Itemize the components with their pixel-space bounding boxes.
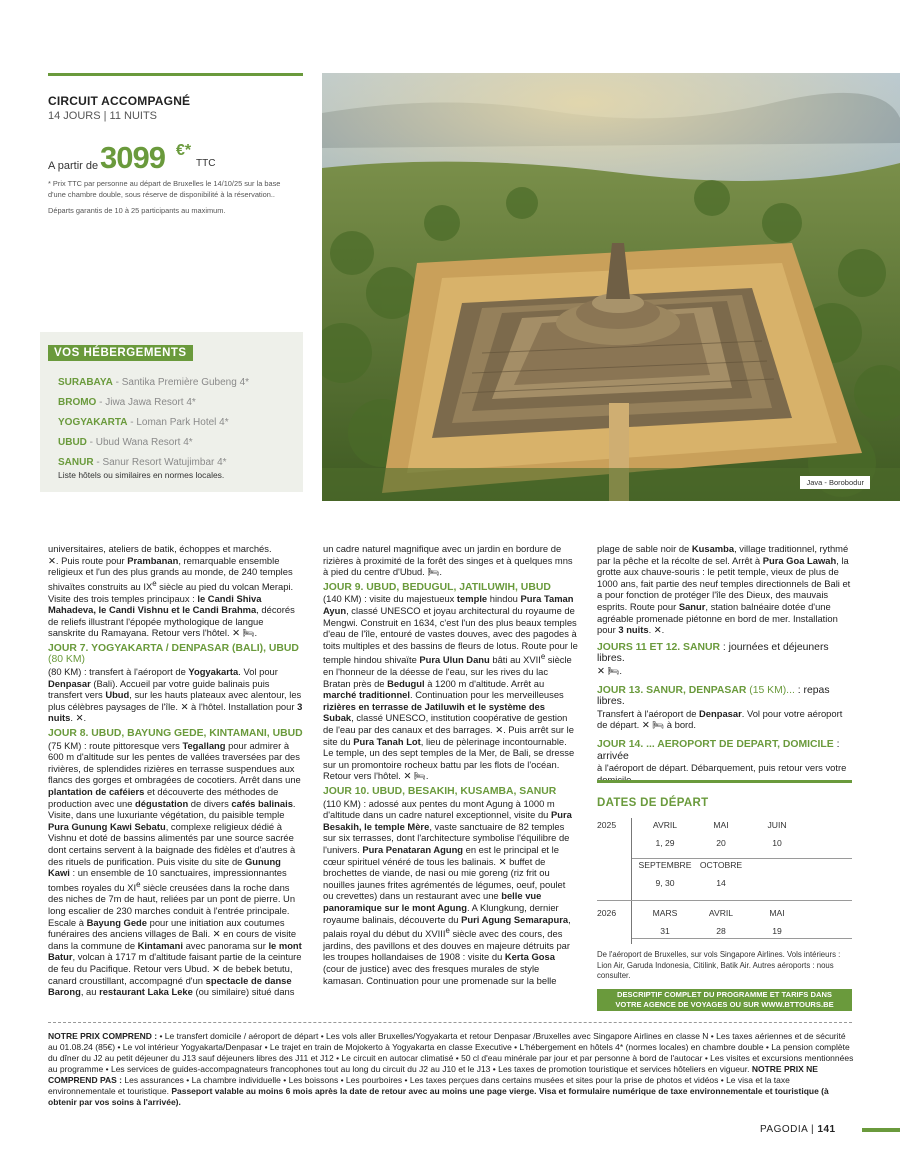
itinerary-paragraph: (80 KM) : transfert à l'aéroport de Yogyakarta. Vol pour Denpasar (Bali). Accueil par votre guide balinais puis transfert vers Ubud, sur les hauts plateaux avec alentour, les plus célèbres paysages de l'île. ✕ à l'hôtel. Installation pour 3 nuits. ✕.	[48, 666, 303, 724]
circuit-duration: 14 JOURS | 11 NUITS	[48, 110, 158, 122]
departures-guarantee: Départs garantis de 10 à 25 participants au maximum.	[48, 206, 226, 215]
banner-line: DESCRIPTIF COMPLET DU PROGRAMME ET TARIFS DANS	[616, 990, 833, 999]
date-cell: 10	[772, 838, 782, 848]
photo-caption: Java - Borobodur	[800, 476, 870, 489]
date-cell: 19	[772, 926, 782, 936]
lodging-place: BROMO	[58, 397, 97, 408]
itinerary-paragraph: ✕ 🛏.	[597, 664, 622, 676]
lodging-hotel: - Sanur Resort Watujimbar 4*	[93, 457, 227, 468]
lodging-hotel: - Ubud Wana Resort 4*	[86, 437, 193, 448]
departures-table	[597, 818, 852, 944]
month-label: OCTOBRE	[699, 860, 743, 870]
publication-name: PAGODIA |	[760, 1124, 815, 1135]
lodging-place: YOGYAKARTA	[58, 417, 128, 428]
month-label: AVRIL	[652, 820, 678, 830]
lodging-list	[58, 373, 298, 473]
day-heading: JOUR 7. YOGYAKARTA / DENPASAR (BALI), UBUD (80 KM)	[48, 642, 299, 666]
lodging-place: SURABAYA	[58, 377, 113, 388]
circuit-title: CIRCUIT ACCOMPAGNÉ	[48, 94, 191, 108]
month-label: MAI	[713, 820, 729, 830]
hero-photo-borobudur	[322, 73, 900, 501]
itinerary-paragraph: Transfert à l'aéroport de Denpasar. Vol pour votre aéroport de départ. ✕ 🛏 à bord.	[597, 707, 843, 731]
itinerary-column-3	[597, 543, 852, 785]
date-cell: 1, 29	[655, 838, 675, 848]
departures-title: DATES DE DÉPART	[597, 797, 709, 809]
month-label: AVRIL	[708, 908, 734, 918]
year-label: 2026	[597, 908, 617, 918]
price-ttc: TTC	[196, 158, 216, 169]
page-number-value: 141	[817, 1124, 836, 1135]
page-accent-bar	[862, 1128, 900, 1132]
price-block	[48, 140, 303, 180]
table-row	[597, 838, 852, 856]
row-divider	[632, 938, 852, 939]
day-heading: JOURS 11 ET 12. SANUR : journées et déjeuners libres.	[597, 641, 829, 665]
date-cell: 9, 30	[655, 878, 675, 888]
date-cell: 20	[716, 838, 726, 848]
lodging-item	[58, 433, 298, 453]
lodging-item	[58, 373, 298, 393]
lodging-title: VOS HÉBERGEMENTS	[48, 345, 193, 361]
departures-footnote: De l'aéroport de Bruxelles, sur vols Singapore Airlines. Vols intérieurs : Lion Air, Garuda Indonesia, Citilink, Batik Air. Autres aéroports : nous consulter.	[597, 950, 841, 980]
month-label: MARS	[652, 908, 678, 918]
table-row	[597, 860, 852, 878]
top-rule	[48, 73, 303, 76]
page-number	[760, 1124, 836, 1135]
itinerary-paragraph: (75 KM) : route pittoresque vers Tegallang pour admirer à 600 m d'altitude sur les pentes de vallées traversées par des rivières, de splendides rizières en terrasse suspendues aux flancs des gorges et ombragées de cocotiers. Arrêt dans une plantation de caféiers et découverte des méthodes de production avec une dégustation de divers cafés balinais. Visite, dans une luxuriante végétation, du paisible temple Pura Gunung Kawi Sebatu, complexe religieux dédié à Vishnu et doté de bassins alimentés par une source sacrée dont certains servent à la baignade des fidèles et d'autres à des rituels de purification. Puis visite du site de Gunung Kawi : un ensemble de 10 sanctuaires, impressionnantes tombes royales du XIe siècle creusées dans la roche dans des niches de 7m de haut, reliées par un pont de pierre. Un long escalier de 230 marches conduit à l'entrée principale. Escale à Bayung Gede pour une initiation aux coutumes funéraires des anciens villages de Bali. ✕ en cours de visite dans la commune de Kintamani avec panorama sur le mont Batur, volcan à 1717 m d'altitude faisant partie de la ceinture de feu du Pacifique. Retour vers Ubud. ✕ de bebek betutu, canard croustillant, accompagné d'un spectacle de danse Barong, au restaurant Laka Leke (ou similaire) situé dans	[48, 739, 302, 998]
lodging-hotel: - Loman Park Hotel 4*	[127, 417, 229, 428]
day-heading: JOUR 8. UBUD, BAYUNG GEDE, KINTAMANI, UBUD	[48, 728, 303, 740]
lodging-place: SANUR	[58, 457, 94, 468]
banner-line: VOTRE AGENCE DE VOYAGES OU SUR WWW.BTTOURS.BE	[615, 1000, 834, 1009]
year-divider	[597, 900, 852, 901]
year-label: 2025	[597, 820, 617, 830]
departures-rule	[597, 780, 852, 783]
date-cell: 14	[716, 878, 726, 888]
price-currency: €*	[176, 142, 192, 159]
month-label: SEPTEMBRE	[638, 860, 692, 870]
lodging-note: Liste hôtels ou similaires en normes locales.	[58, 470, 225, 480]
price-footnote: * Prix TTC par personne au départ de Bruxelles le 14/10/25 sur la base d'une chambre double, sous réserve de disponibilité à la réservation..	[48, 179, 281, 199]
day-heading: JOUR 9. UBUD, BEDUGUL, JATILUWIH, UBUD	[323, 581, 551, 593]
month-label: MAI	[769, 908, 785, 918]
row-divider	[632, 858, 852, 859]
itinerary-paragraph: plage de sable noir de Kusamba, village traditionnel, rythmé par la pêche et la récolte de sel. Arrêt à Pura Goa Lawah, la grotte aux chauve-souris : le petit temple, vieux de plus de 1000 ans, fait partie des neuf temples directionnels de Bali et a pour fonction de protéger l'île des Dieux, des mauvais esprits. Route pour Sanur, station balnéaire dotée d'une agréable promenade piétonne en bord de mer. Installation pour 3 nuits. ✕.	[597, 543, 851, 636]
month-label: JUIN	[767, 820, 787, 830]
table-row	[597, 908, 852, 926]
itinerary-paragraph: un cadre naturel magnifique avec un jardin en bordure de rizières à proximité de la forêt des singes et à quelques mns à pied du centre d'Ubud. 🛏.	[323, 543, 573, 578]
price-includes-text: NOTRE PRIX COMPREND : • Le transfert domicile / aéroport de départ • Les vols aller Bruxelles/Yogyakarta et retour Denpasar /Bruxelles avec Singapore Airlines en classe N • Les taxes aériennes et de sécurité au 01.08.24 (85€) • Le vol intérieur Yogyakarta/Denpasar • Le trajet en train de Mojokerto à Yogyakarta en classe Executive • L'hébergement en hôtels 4* (normes locales) en chambre double • La pension complète du dîner du J2 au petit déjeuner du J13 sauf déjeuners libres des J11 et J12 • Le circuit en autocar climatisé • 50 cl d'eau minérale par jour et par personne à bord de l'autocar • Les visites et excursions mentionnées au programme • Les services de guides-accompagnateurs francophones tout au long du circuit du J2 au J10 et le J13 • Les taxes de promotion touristique et services hôteliers en vigueur. NOTRE PRIX NE COMPREND PAS : Les assurances • La chambre individuelle • Les boissons • Les pourboires • Les taxes perçues dans certains musées et sites pour la prise de photos et vidéos • Le visa et la taxe environnementale et touristique. Passeport valable au moins 6 mois après la date de retour avec au moins une page vierge. Visa et formulaire numérique de taxe environnementale et touristique (à obtenir par vos soins à l'arrivée).	[48, 1031, 854, 1107]
price-prefix: A partir de	[48, 160, 99, 172]
date-cell: 31	[660, 926, 670, 936]
footer-rule	[48, 1022, 852, 1023]
itinerary-paragraph: universitaires, ateliers de batik, échoppes et marchés. ✕. Puis route pour Prambanan, remarquable ensemble religieux et l'un des plus grands au monde, de 240 temples shivaïtes construits au IXe siècle au pied du volcan Merapi. Visite des trois temples principaux : le Candi Shiva Mahadeva, le Candi Vishnu et le Candi Brahma, décorés de reliefs illustrant l'épopée mythologique de langue sanskrite du Ramayana. Retour vers l'hôtel. ✕ 🛏.	[48, 543, 295, 639]
lodging-item	[58, 413, 298, 433]
table-row	[597, 878, 852, 896]
borobudur-illustration	[322, 73, 900, 501]
lodging-hotel: - Santika Première Gubeng 4*	[112, 377, 250, 388]
itinerary-column-2	[323, 543, 578, 986]
table-row	[597, 926, 852, 944]
lodging-hotel: - Jiwa Jawa Resort 4*	[96, 397, 196, 408]
lodging-item	[58, 393, 298, 413]
table-row	[597, 820, 852, 838]
price-value: 3099	[100, 140, 165, 175]
itinerary-column-1	[48, 543, 303, 998]
booking-banner[interactable]	[597, 989, 852, 1011]
day-heading: JOUR 10. UBUD, BESAKIH, KUSAMBA, SANUR	[323, 786, 557, 797]
day-heading: JOUR 14. ... AEROPORT DE DEPART, DOMICILE : arrivée	[597, 738, 840, 762]
itinerary-paragraph: (140 KM) : visite du majestueux temple hindou Pura Taman Ayun, classé UNESCO et joyau architectural du royaume de Mengwi. Construit en 1634, c'est l'un des plus beaux temples d'eau de l'île, entouré de vastes douves, avec des pagodes à toits multiples et des bassins de fleurs de lotus. Route pour le temple hindou shivaïte Pura Ulun Danu bâti au XVIIe siècle en l'honneur de la déesse de l'eau, sur les rives du lac Bratan près de Bedugul à 1200 m d'altitude. Arrêt au marché traditionnel. Continuation pour les merveilleuses rizières en terrasse de Jatiluwih et le système des Subak, classé UNESCO, institution coopérative de gestion de l'eau par des canaux et des barrages. ✕. Puis arrêt sur le site du Pura Tanah Lot, lieu de pèlerinage incontournable. Le temple, un des sept temples de la Mer, de Bali, se dresse sur un promontoire rocheux battu par les flots de l'océan. Retour vers l'hôtel. ✕ 🛏.	[323, 593, 578, 782]
lodging-place: UBUD	[58, 437, 87, 448]
itinerary-paragraph: (110 KM) : adossé aux pentes du mont Agung à 1000 m d'altitude dans un cadre naturel exceptionnel, visite du Pura Besakih, le temple Mère, vaste sanctuaire de 82 temples sur six terrasses, dont l'architecture symbolise l'équilibre de l'univers. Pura Penataran Agung en est le principal et le cœur spirituel vénéré de tous les balinais. ✕ buffet de brochettes de viande, de nasi ou mie goreng (riz frit ou nouilles jaunes frites agrémentés de légumes, oeuf, poulet ou crevettes) dans un restaurant avec une belle vue panoramique sur le mont Agung. A Klungkung, dernier royaume balinais, découverte du Puri Agung Semarapura, palais royal du début du XVIIIe siècle avec des cours, des jardins, des pavillons et des douves en majeure détruits par les troupes hollandaises de 1908 : visite du Kerta Gosa (cour de justice) avec des fresques murales de style kamasan. Continuation pour une promenade sur la belle	[323, 797, 572, 986]
day-heading: JOUR 13. SANUR, DENPASAR (15 KM)... : repas libres.	[597, 684, 830, 708]
itinerary-paragraph: à l'aéroport de départ. Débarquement, puis retour vers votre	[597, 762, 847, 774]
date-cell: 28	[716, 926, 726, 936]
